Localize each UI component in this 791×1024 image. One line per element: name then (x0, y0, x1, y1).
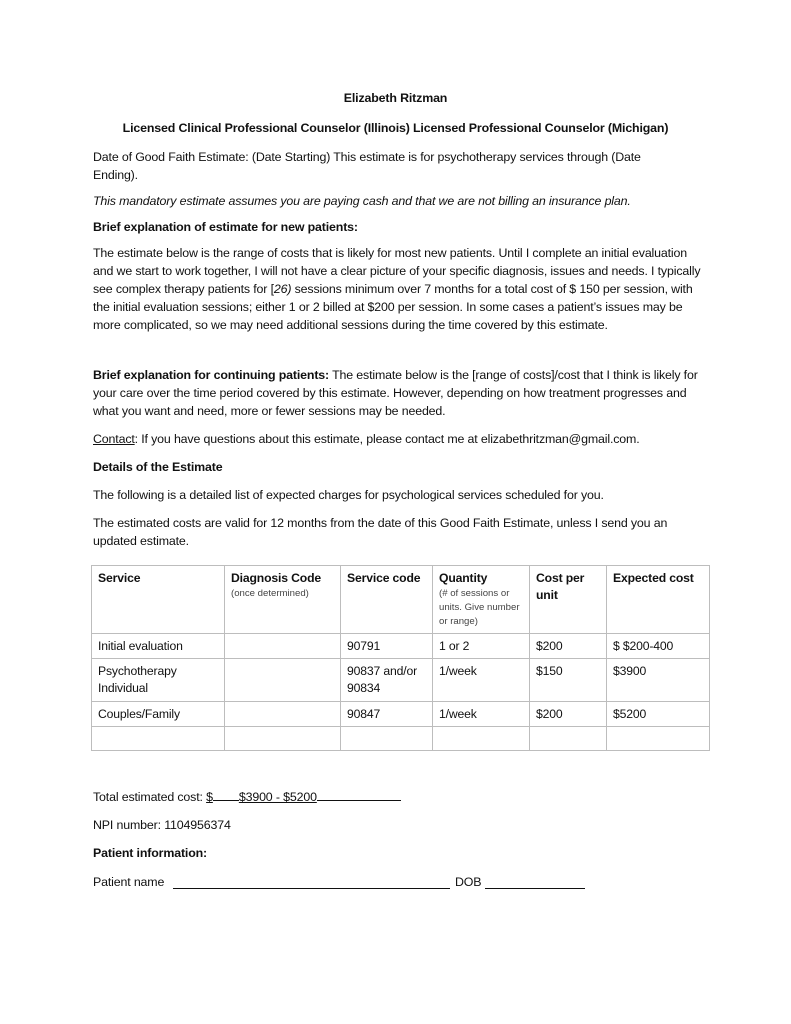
provider-credentials: Licensed Clinical Professional Counselor (Illinois) Licensed Professional Counselor (Michigan) (122, 121, 669, 135)
continuing-patients-heading: Brief explanation for continuing patients: (93, 368, 330, 382)
table-row-empty (92, 727, 710, 751)
cell-code: 90847 (341, 702, 433, 727)
cell-diagnosis (225, 659, 341, 702)
new-patients-text: The estimate below is the range of costs that is likely for most new patients. Until I complete an initial evaluation and we start to work together, I will not have a clear picture of your specific diagnosis, issues and needs. I typically see complex therapy patients for [ (93, 246, 701, 296)
cash-notice: This mandatory estimate assumes you are paying cash and that we are not billing an insurance plan. (93, 194, 631, 208)
cell-code: 90837 and/or 90834 (341, 659, 433, 702)
cell-service: Initial evaluation (92, 634, 225, 659)
table-row (92, 634, 710, 659)
dob-field[interactable] (485, 888, 585, 889)
col-header-quantity: Quantity (# of sessions or units. Give number or range) (433, 566, 530, 634)
new-patients-paragraph (93, 244, 705, 334)
cell-quantity: 1 or 2 (433, 634, 530, 659)
col-header-service-code: Service code (341, 566, 433, 634)
cell-cost-per-unit: $200 (530, 634, 607, 659)
total-currency: $ (206, 790, 213, 804)
cell-cost-per-unit[interactable] (530, 727, 607, 751)
contact-text[interactable]: : If you have questions about this estimate, please contact me at elizabethritzman@gmail.com. (134, 432, 640, 446)
sessions-count: 26) (273, 282, 292, 296)
cell-quantity: 1/week (433, 659, 530, 702)
estimate-table (91, 565, 710, 751)
table-header-row (92, 566, 710, 634)
total-value: $3900 - $5200 (238, 790, 317, 804)
contact-line (93, 430, 640, 448)
col-header-cost-per-unit: Cost per unit (530, 566, 607, 634)
col-header-expected-cost: Expected cost (607, 566, 710, 634)
col-header-service: Service (92, 566, 225, 634)
cell-expected-cost: $5200 (607, 702, 710, 727)
npi-line (93, 816, 231, 834)
estimate-date-line-cont: Ending). (93, 168, 138, 182)
total-blank-trail (317, 800, 401, 801)
patient-name-label: Patient name (93, 875, 165, 889)
total-label: Total estimated cost: (93, 790, 207, 804)
cell-quantity[interactable] (433, 727, 530, 751)
details-heading: Details of the Estimate (93, 460, 223, 474)
cell-code[interactable] (341, 727, 433, 751)
patient-info-heading: Patient information: (93, 846, 208, 860)
cell-expected-cost: $3900 (607, 659, 710, 702)
cell-service: Psychotherapy Individual (92, 659, 225, 702)
table-row (92, 702, 710, 727)
cell-service: Couples/Family (92, 702, 225, 727)
new-patients-heading: Brief explanation of estimate for new patients: (93, 220, 358, 234)
cell-diagnosis (225, 634, 341, 659)
npi-label: NPI number: (93, 818, 165, 832)
npi-value: 1104956374 (164, 818, 231, 832)
table-row (92, 659, 710, 702)
cell-expected-cost: $ $200-400 (607, 634, 710, 659)
cell-quantity: 1/week (433, 702, 530, 727)
cell-cost-per-unit: $200 (530, 702, 607, 727)
cell-expected-cost[interactable] (607, 727, 710, 751)
total-estimated-cost-line (93, 788, 401, 806)
details-line-1: The following is a detailed list of expected charges for psychological services scheduled for you. (93, 488, 604, 502)
new-patients-text-cont: sessions minimum over 7 months for a total cost of $ 150 per session, with the initial evaluation sessions; either 1 or 2 billed at $200 per session. In some cases a patient’s issues may be more complicated, so we may need additional sessions during the time covered by this estimate. (93, 282, 693, 332)
patient-name-field[interactable] (173, 888, 450, 889)
provider-name: Elizabeth Ritzman (343, 91, 448, 105)
continuing-patients-text: The estimate below is the [range of costs]/cost that I think is likely for your care over the time period covered by this estimate. However, depending on how treatment progresses and what you want and need, more or fewer sessions may be needed. (93, 368, 698, 418)
estimate-date-line: Date of Good Faith Estimate: (Date Starting) This estimate is for psychotherapy services through (Date (93, 150, 641, 164)
contact-label: Contact (93, 432, 135, 446)
continuing-patients-paragraph (93, 366, 705, 420)
cell-diagnosis (225, 702, 341, 727)
col-header-diagnosis-code: Diagnosis Code (once determined) (225, 566, 341, 634)
dob-label: DOB (455, 875, 482, 889)
cell-diagnosis[interactable] (225, 727, 341, 751)
cell-code: 90791 (341, 634, 433, 659)
cell-service[interactable] (92, 727, 225, 751)
details-line-2: The estimated costs are valid for 12 months from the date of this Good Faith Estimate, unless I send you an updated estimate. (93, 516, 668, 548)
total-blank-lead (213, 800, 239, 801)
cell-cost-per-unit: $150 (530, 659, 607, 702)
